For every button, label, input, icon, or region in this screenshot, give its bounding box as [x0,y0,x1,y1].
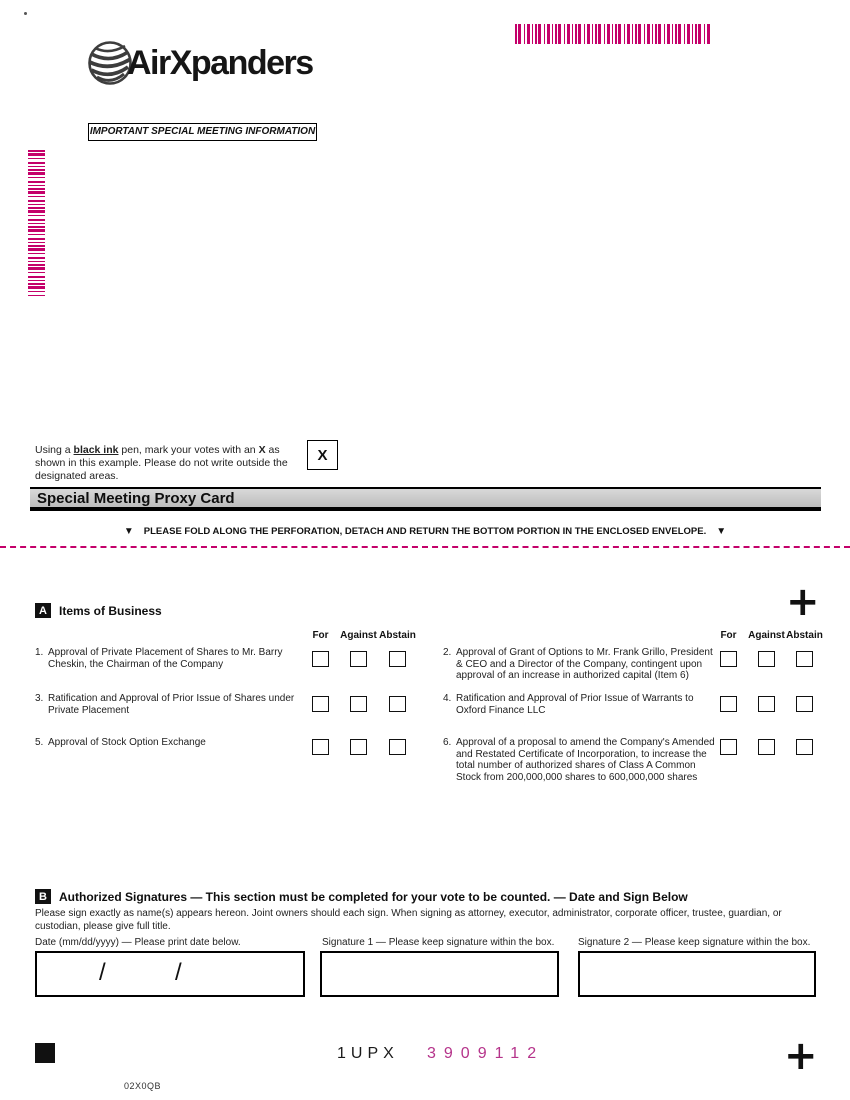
section-b-title: Authorized Signatures — This section must be completed for your vote to be counted. — Date and Sign Below [59,889,688,904]
checkbox-item2-for[interactable] [720,651,737,667]
signature1-field-label: Signature 1 — Please keep signature within the box. [322,937,555,948]
item-4-number: 4. [443,693,452,704]
date-separator-slash: / [99,959,106,986]
item-6-number: 6. [443,737,452,748]
control-number: 3909112 [427,1045,545,1062]
page-title: Special Meeting Proxy Card [37,489,235,507]
instruction-text: Using a [35,444,74,456]
registration-dot [24,12,27,15]
barcode-top [515,24,711,44]
col-header-for-left: For [312,630,329,641]
down-arrow-icon: ▼ [716,526,727,537]
section-a-title: Items of Business [59,603,162,618]
example-mark-box [307,440,338,470]
ballot-item-4 [443,693,715,716]
company-logo-text: AirXpanders [127,43,313,82]
item-3-number: 3. [35,693,44,704]
scanner-alignment-square [35,1043,55,1063]
checkbox-item5-abstain[interactable] [389,739,406,755]
signature2-field-label: Signature 2 — Please keep signature within the box. [578,937,811,948]
checkbox-item3-for[interactable] [312,696,329,712]
section-b-header [35,889,688,904]
col-header-against-left: Against [340,630,377,641]
example-x-mark: X [317,446,328,464]
item-5-number: 5. [35,737,44,748]
col-header-for-right: For [720,630,737,641]
perforation-line [0,546,850,548]
upx-code: 1UPX [337,1045,399,1062]
marking-instructions [35,444,303,483]
ballot-item-3 [35,693,305,716]
date-input-box[interactable] [35,951,305,997]
col-header-abstain-right: Abstain [786,630,823,641]
item-2-number: 2. [443,647,452,658]
item-3-text: Ratification and Approval of Prior Issue of Shares under Private Placement [48,693,295,716]
col-header-against-right: Against [748,630,785,641]
checkbox-item1-for[interactable] [312,651,329,667]
checkbox-item5-for[interactable] [312,739,329,755]
instruction-text: as shown in this example. Please do not write outside the designated areas. [35,444,288,482]
item-5-text: Approval of Stock Option Exchange [48,737,206,748]
instruction-text: pen, mark your votes with an [118,444,259,456]
checkbox-item4-abstain[interactable] [796,696,813,712]
date-field-label: Date (mm/dd/yyyy) — Please print date below. [35,937,241,948]
signature2-input-box[interactable] [578,951,816,997]
section-a-header [35,603,162,618]
ballot-item-1 [35,647,305,670]
signature1-input-box[interactable] [320,951,559,997]
item-2-text: Approval of Grant of Options to Mr. Frank Grillo, President & CEO and a Director of the Company, contingent upon approval of an increase in authorized capital (Item 6) [456,647,713,681]
item-4-text: Ratification and Approval of Prior Issue of Warrants to Oxford Finance LLC [456,693,694,716]
fold-instruction-text: PLEASE FOLD ALONG THE PERFORATION, DETACH AND RETURN THE BOTTOM PORTION IN THE ENCLOSED ENVELOPE. [143,526,707,537]
down-arrow-icon: ▼ [123,526,134,537]
item-1-number: 1. [35,647,44,658]
company-logo [86,38,313,88]
checkbox-item6-abstain[interactable] [796,739,813,755]
col-header-abstain-left: Abstain [379,630,416,641]
checkbox-item1-against[interactable] [350,651,367,667]
barcode-left [28,150,45,296]
black-ink-emphasis: black ink [73,444,119,456]
signature-instructions: Please sign exactly as name(s) appears hereon. Joint owners should each sign. When signing as attorney, executor, administrator, corporate officer, trustee, guardian, or custodian, please give full title. [35,908,782,932]
checkbox-item3-abstain[interactable] [389,696,406,712]
ballot-item-6 [443,737,715,783]
item-1-text: Approval of Private Placement of Shares to Mr. Barry Cheskin, the Chairman of the Company [48,647,283,670]
alignment-cross-icon: + [786,579,820,625]
section-a-badge: A [35,603,51,618]
section-b-badge: B [35,889,51,904]
checkbox-item4-for[interactable] [720,696,737,712]
ballot-item-5 [35,737,305,749]
checkbox-item6-for[interactable] [720,739,737,755]
checkbox-item5-against[interactable] [350,739,367,755]
checkbox-item3-against[interactable] [350,696,367,712]
checkbox-item1-abstain[interactable] [389,651,406,667]
alignment-cross-icon: + [784,1033,818,1079]
form-code: 02X0QB [124,1081,162,1091]
important-info-banner: IMPORTANT SPECIAL MEETING INFORMATION [88,123,317,141]
date-separator-slash: / [175,959,182,986]
x-emphasis: X [258,444,266,456]
fold-instruction [0,526,850,537]
checkbox-item6-against[interactable] [758,739,775,755]
checkbox-item2-against[interactable] [758,651,775,667]
proxy-card-title-bar [30,487,821,511]
ballot-item-2 [443,647,715,682]
item-6-text: Approval of a proposal to amend the Company's Amended and Restated Certificate of Incorporation, to increase the total number of authorized shares of Class A Common Stock from 200,000,000 shares to 600,000,000 shares [456,737,715,783]
checkbox-item2-abstain[interactable] [796,651,813,667]
checkbox-item4-against[interactable] [758,696,775,712]
